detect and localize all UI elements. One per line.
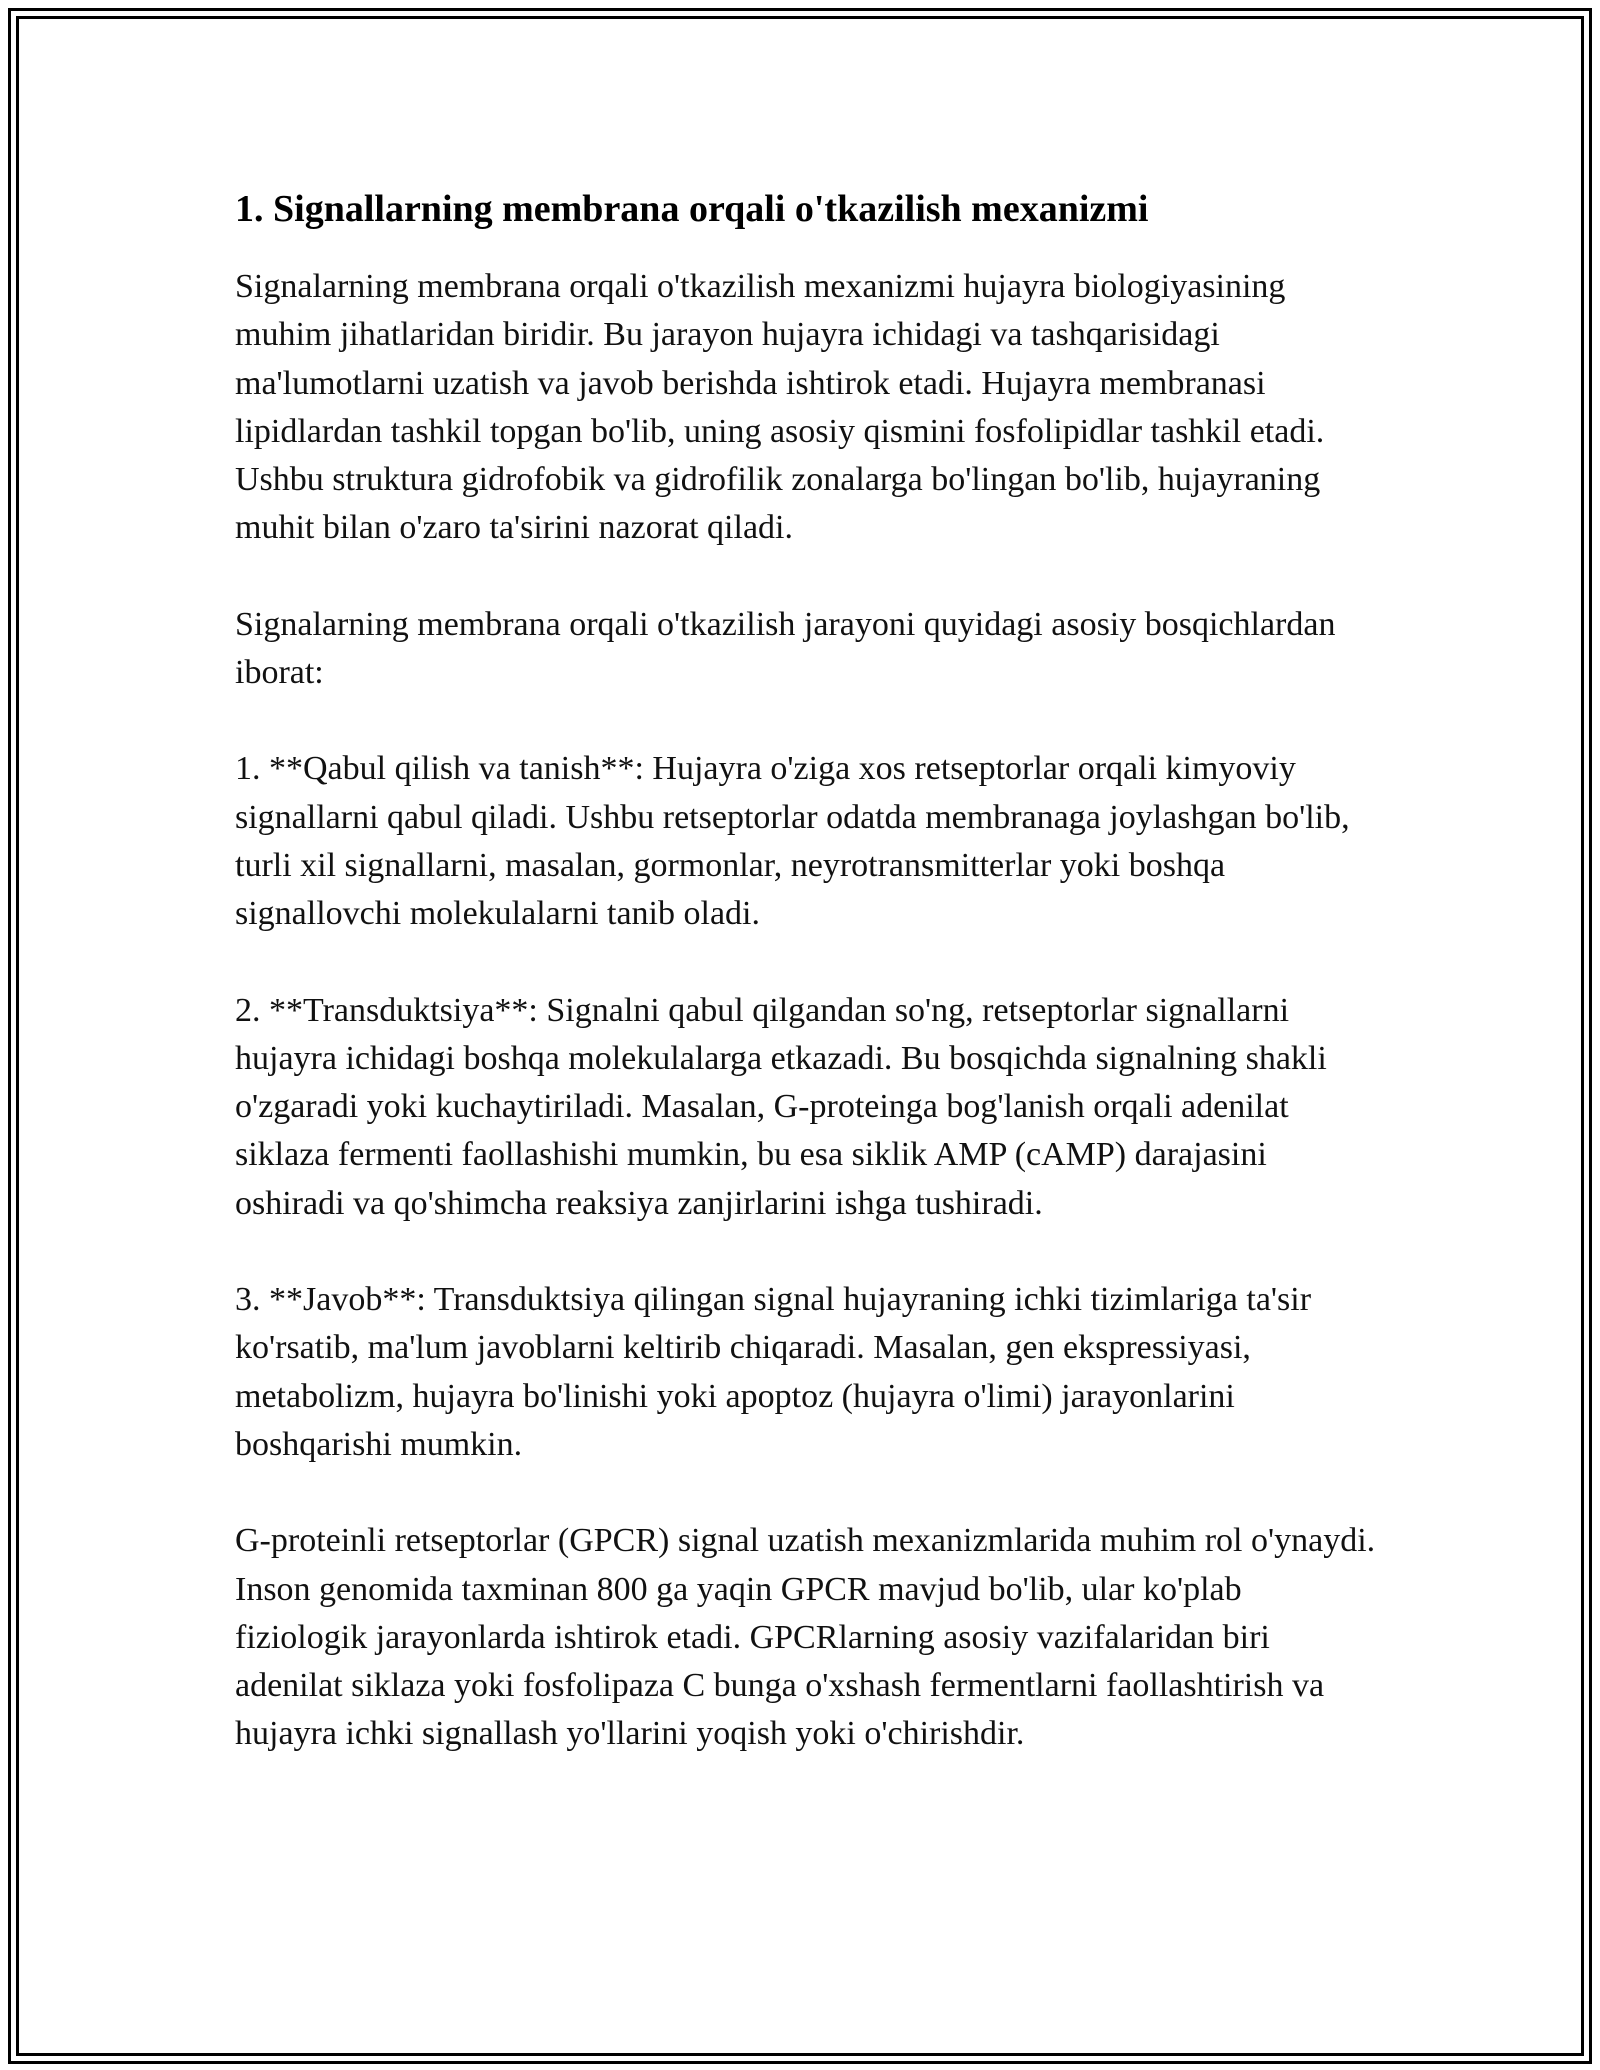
section-heading: 1. Signallarning membrana orqali o'tkazilish mexanizmi [235, 188, 1149, 230]
paragraph-stage-response: 3. **Javob**: Transduktsiya qilingan signal hujayraning ichki tizimlariga ta'sir ko'rsatib, ma'lum javoblarni keltirib chiqaradi. Masalan, gen ekspressiyasi, metabolizm, hujayra bo'linishi yoki apoptoz (hujayra o'limi) jarayonlarini boshqarishi mumkin. [235, 1281, 1312, 1463]
paragraph-stage-reception: 1. **Qabul qilish va tanish**: Hujayra o'ziga xos retseptorlar orqali kimyoviy signallarni qabul qiladi. Ushbu retseptorlar odatda membranaga joylashgan bo'lib, turli xil signallarni, masalan, gormonlar, neyrotransmitterlar yoki boshqa signallovchi molekulalarni tanib oladi. [235, 750, 1350, 933]
paragraph-gpcr: G-proteinli retseptorlar (GPCR) signal uzatish mexanizmlarida muhim rol o'ynaydi. Inson genomida taxminan 800 ga yaqin GPCR mavjud bo'lib, ular ko'plab fiziologik jarayonlarda ishtirok etadi. GPCRlarning asosiy vazifalaridan biri adenilat siklaza yoki fosfolipaza C bunga o'xshash fermentlarni faollashtirish va hujayra ichki signallash yo'llarini yoqish yoki o'chirishdir. [235, 1522, 1376, 1753]
paragraph-stages-intro: Signalarning membrana orqali o'tkazilish jarayoni quyidagi asosiy bosqichlardan iborat: [235, 605, 1336, 692]
paragraph-stage-transduction: 2. **Transduktsiya**: Signalni qabul qilgandan so'ng, retseptorlar signallarni hujayra ichidagi boshqa molekulalarga etkazadi. Bu bosqichda signalning shakli o'zgaradi yoki kuchaytiriladi. Masalan, G-proteinga bog'lanish orqali adenilat siklaza fermenti faollashishi mumkin, bu esa siklik AMP (cAMP) darajasini oshiradi va qo'shimcha reaksiya zanjirlarini ishga tushiradi. [235, 991, 1327, 1222]
paragraph-intro: Signalarning membrana orqali o'tkazilish mexanizmi hujayra biologiyasining muhim jihatlaridan biridir. Bu jarayon hujayra ichidagi va tashqarisidagi ma'lumotlarni uzatish va javob berishda ishtirok etadi. Hujayra membranasi lipidlardan tashkil topgan bo'lib, uning asosiy qismini fosfolipidlar tashkil etadi. Ushbu struktura gidrofobik va gidrofilik zonalarga bo'lingan bo'lib, hujayraning muhit bilan o'zaro ta'sirini nazorat qiladi. [235, 268, 1325, 547]
document-body [235, 185, 1380, 1807]
